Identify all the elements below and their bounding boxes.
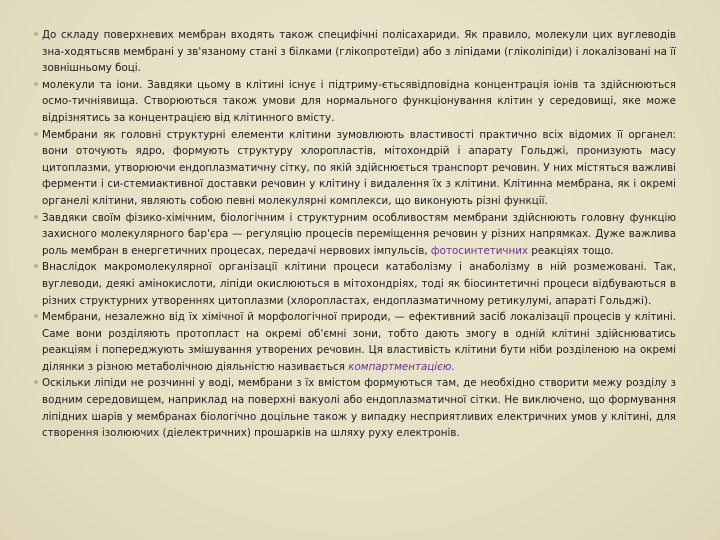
paragraph-text: Мембрани, незалежно від їх хімічної й морфологічної природи, — ефективний засіб локалізації процесів у клітині. Саме вони розділяють протопласт на окремі об'ємні зони, тобто дають змогу в одній клітині здійснюватись реакціям і попереджують змішування утворених речовин. Ця властивість клітини бути ніби розділеною на окремі ділянки з різною метаболічною діяльністю називається (42, 311, 676, 373)
paragraph-organelle-structure: Мембрани як головні структурні елементи клітини зумовлюють властивості практично всіх відомих її органел: вони оточують ядро, формують структуру хлоропластів, мітохондрій і апарату Гольджі, пронизують масу цитоплазми, утворюючи ендоплазматичну сітку, по якій здійснюється транспорт речовин. У них містяться важливі ферменти і си-стемиактивної доставки речовин у клітину і видалення їх з клітини. Клітинна мембрана, як і окремі органелі клітини, являють собою певні молекулярні комплекси, що виконують різні функції. (42, 127, 676, 210)
paragraph-lipid-layers: Оскільки ліпіди не розчинні у воді, мембрани з їх вмістом формуються там, де необхідно створити межу розділу з водним середовищем, наприклад на поверхні вакуолі або ендоплазматичної сітки. Не виключено, що формування ліпідних шарів у мембранах біологічно доцільне також у випадку несприятливих електричних умов у клітині, для створення ізолюючих (діелектричних) прошарків на шляху руху електронів. (42, 375, 676, 441)
paragraph-compartmentation (42, 309, 676, 375)
highlighted-term-compartmentation: компартментацією. (348, 360, 455, 373)
paragraph-ion-concentration: молекули та іони. Завдяки цьому в клітині існує і підтриму-єтьсявідповідна концентрація іонів та здійснюються осмо-тичніявища. Створюються також умови для нормального функціонування клітин у середовищі, яке може відрізнятись за концентрацією від клітинного вмісту. (42, 77, 676, 127)
document-body (42, 27, 676, 442)
paragraph-barrier-function (42, 210, 676, 260)
paragraph-text: Завдяки своїм фізико-хімічним, біологічним і структурним особливостям мембрани здійснюють головну функцію захисного молекулярного бар'єра — регуляцію процесів переміщення речовин у різних напрямках. Дуже важлива роль мембран в енергетичних процесах, передачі нервових імпульсів, (42, 211, 676, 257)
highlighted-term-photosynthetic: фотосинтетичних (430, 244, 528, 257)
paragraph-catabolism-anabolism: Внаслідок макромолекулярної організації клітини процеси катаболізму і анаболізму в ній розмежовані. Так, вуглеводи, деякі амінокислоти, ліпіди окислюються в мітохондріях, тоді як біосинтетичні процеси відбуваються в різних структурних утвореннях цитоплазми (хлоропластах, ендоплазматичному ретикулумі, апараті Гольджі). (42, 259, 676, 309)
paragraph-text: реакціях тощо. (528, 244, 614, 257)
paragraph-polysaccharides: До складу поверхневих мембран входять також специфічні полісахариди. Як правило, молекули цих вуглеводів зна-ходятьсяв мембрані у зв'язаному стані з білками (глікопротеїди) або з ліпідами (гліколіпіди) і локалізовані на її зовнішньому боці. (42, 27, 676, 77)
